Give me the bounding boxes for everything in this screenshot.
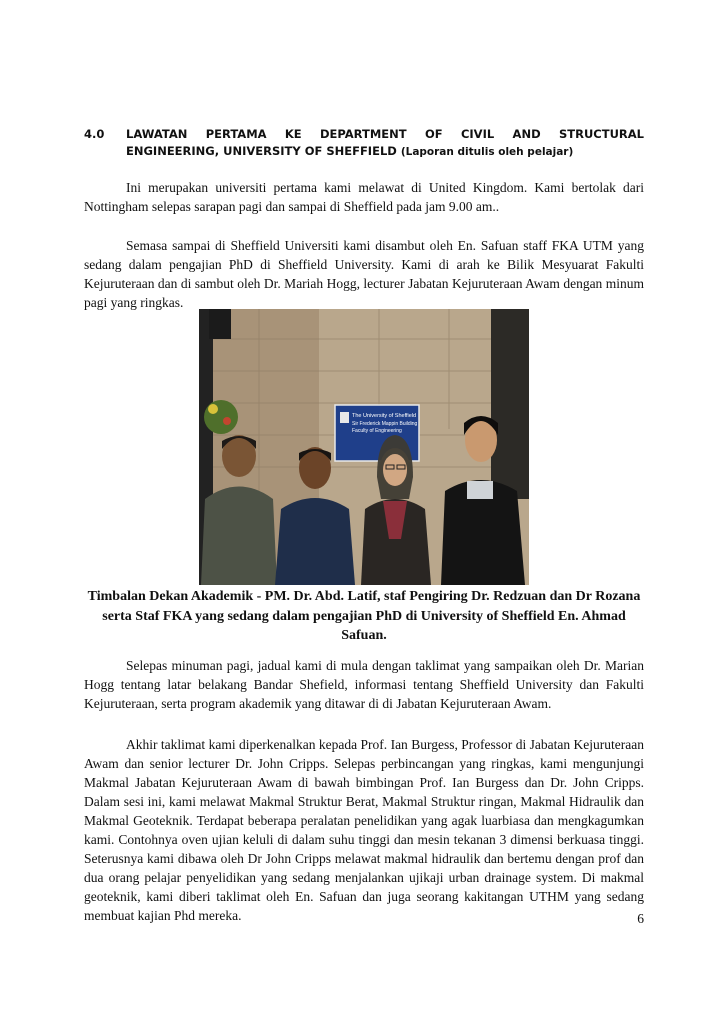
photo-caption: Timbalan Dekan Akademik - PM. Dr. Abd. Latif, staf Pengiring Dr. Redzuan dan Dr Rozana serta Staf FKA yang sedang dalam pengajian PhD di University of Sheffield En. Ahmad Safuan. [87, 589, 641, 643]
section-title-note: (Laporan ditulis oleh pelajar) [400, 146, 574, 158]
sign-text-line1: The University of Sheffield [352, 413, 417, 419]
group-photo [199, 309, 529, 585]
paragraph-briefing: Selepas minuman pagi, jadual kami di mula dengan taklimat yang sampaikan oleh Dr. Marian Hogg tentang latar belakang Bandar Shefield, informasi tentang Sheffield University dan Fakulti Kejuruteraan, serta program akademik yang ditawar di di Jabatan Kejuruteraan Awam. [84, 658, 644, 711]
section-title-line2 [126, 143, 644, 161]
paragraph-lab-visit: Akhir taklimat kami diperkenalkan kepada Prof. Ian Burgess, Professor di Jabatan Kejuruteraan Awam dan senior lecturer Dr. John Cripps. Selepas perbincangan yang ringkas, kami mengunjungi Makmal Jabatan Kejuruteraan Awam di bawah bimbingan Prof. Ian Burgess dan Dr. John Cripps. Dalam sesi ini, kami melawat Makmal Struktur Berat, Makmal Struktur ringan, Makmal Hidraulik dan Makmal Geoteknik. Terdapat beberapa peralatan penelidikan yang agak luarbiasa dan mengkagumkan kami. Contohnya oven ujian keluli di dalam suhu tinggi dan mesin tekanan 3 dimensi berkuasa tinggi. Seterusnya kami dibawa oleh Dr John Cripps melawat makmal hidraulik dan bertemu dengan prof dan dua orang pelajar penyelidikan yang sedang menjalankan ujikaji urban drainage system. Di makmal geoteknik, kami diberi taklimat oleh En. Safuan dan juga seorang kakitangan UTHM yang sedang membuat kajian Phd mereka. [84, 737, 644, 923]
paragraph-intro: Ini merupakan universiti pertama kami melawat di United Kingdom. Kami bertolak dari Nottingham selepas sarapan pagi dan sampai di Sheffield pada jam 9.00 am.. [84, 180, 644, 214]
paragraph-arrival: Semasa sampai di Sheffield Universiti kami disambut oleh En. Safuan staff FKA UTM yang sedang dalam pengajian PhD di Sheffield University. Kami di arah ke Bilik Mesyuarat Fakulti Kejuruteraan dan di sambut oleh Dr. Mariah Hogg, lecturer Jabatan Kejuruteraan Awam dengan minum pagi yang ringkas. [84, 238, 644, 310]
sign-text-line3: Faculty of Engineering [352, 428, 402, 434]
section-number: 4.0 [84, 127, 105, 141]
section-title-line1: LAWATAN PERTAMA KE DEPARTMENT OF CIVIL AND STRUCTURAL [126, 127, 644, 141]
page-number: 6 [637, 911, 644, 926]
sign-text-line2: Sir Frederick Mappin Building [352, 421, 418, 427]
section-title-main: ENGINEERING, UNIVERSITY OF SHEFFIELD [126, 144, 397, 158]
